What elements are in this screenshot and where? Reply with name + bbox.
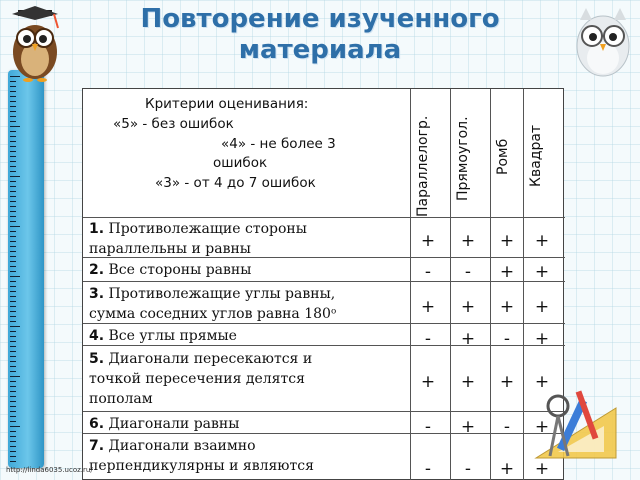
divider [450,89,451,480]
ruler-tick [10,221,16,222]
mark-cell: + [499,297,515,317]
ruler-tick [10,141,16,142]
divider [410,89,411,480]
mark-cell: + [460,329,476,349]
divider [83,411,565,412]
mark-cell: + [499,372,515,392]
ruler-tick [10,156,16,157]
ruler-tick [10,396,16,397]
ruler-tick [10,286,16,287]
ruler-tick [10,446,16,447]
ruler-tick [10,121,16,122]
ruler-tick [10,191,16,192]
ruler-tick [10,176,20,177]
ruler-tick [10,241,16,242]
mark-cell: + [534,459,550,479]
column-header-rhombus: Ромб [495,138,511,175]
ruler-icon [8,70,44,468]
mark-cell: - [424,329,432,349]
ruler-tick [10,346,16,347]
ruler-tick [10,236,16,237]
mark-cell: + [460,297,476,317]
ruler-tick [10,351,16,352]
ruler-tick [10,451,16,452]
mark-cell: - [503,329,511,349]
ruler-tick [10,261,16,262]
ruler-tick [10,196,16,197]
criteria-line: «3» - от 4 до 7 ошибок [155,175,316,191]
mark-cell: - [464,459,472,479]
mark-cell: - [424,417,432,437]
ruler-tick [10,171,16,172]
mark-cell: - [424,262,432,282]
table-row: 2. Все стороны равны [89,262,252,278]
table-row: 1. Противолежащие стороны параллельны и равны [89,221,307,257]
table-row: 6. Диагонали равны [89,416,240,432]
owl-graduate-icon [4,4,66,84]
ruler-tick [10,296,16,297]
mark-cell: + [534,417,550,437]
owl-glasses-icon [570,0,636,80]
mark-cell: + [460,417,476,437]
ruler-tick [10,116,16,117]
page-title: Повторение изученного материала [140,4,500,65]
ruler-tick [10,436,16,437]
ruler-tick [10,186,16,187]
ruler-tick [10,166,16,167]
ruler-tick [10,126,20,127]
ruler-tick [10,391,16,392]
divider [83,217,565,218]
grading-criteria [83,89,413,217]
column-header-parallelogram: Параллелогр. [415,115,431,217]
ruler-tick [10,321,16,322]
table-row: 3. Противолежащие углы равны, сумма соседних углов равна 180ᵒ [89,286,337,322]
ruler-tick [10,106,16,107]
ruler-tick [10,336,16,337]
ruler-tick [10,281,16,282]
mark-cell: + [460,372,476,392]
ruler-tick [10,111,16,112]
ruler-tick [10,211,16,212]
ruler-tick [10,401,16,402]
column-header-rectangle: Прямоугол. [455,116,471,201]
ruler-tick [10,91,16,92]
ruler-tick [10,251,16,252]
mark-cell: - [464,262,472,282]
ruler-tick [10,266,16,267]
ruler-tick [10,131,16,132]
ruler-tick [10,456,16,457]
ruler-tick [10,406,16,407]
ruler-tick [10,146,16,147]
ruler-tick [10,246,16,247]
ruler-tick [10,201,16,202]
ruler-tick [10,231,16,232]
ruler-tick [10,371,16,372]
ruler-tick [10,306,16,307]
criteria-line: «4» - не более 3 [221,136,336,152]
ruler-tick [10,206,16,207]
ruler-tick [10,96,16,97]
ruler-tick [10,341,16,342]
column-header-square: Квадрат [528,124,544,187]
mark-cell: + [499,459,515,479]
table-row: 5. Диагонали пересекаются и точкой пересечения делятся пополам [89,351,313,407]
ruler-tick [10,256,16,257]
mark-cell: + [420,372,436,392]
table-row: 7. Диагонали взаимно перпендикулярны и являются [89,438,314,474]
ruler-tick [10,361,16,362]
criteria-heading: Критерии оценивания: [145,96,309,112]
ruler-tick [10,311,16,312]
ruler-tick [10,431,16,432]
criteria-line: «5» - без ошибок [113,116,234,132]
ruler-tick [10,136,16,137]
mark-cell: + [534,372,550,392]
mark-cell: + [460,231,476,251]
mark-cell: + [534,231,550,251]
ruler-tick [10,441,16,442]
mark-cell: + [534,262,550,282]
divider [523,89,524,480]
ruler-tick [10,461,16,462]
ruler-tick [10,416,16,417]
comparison-table [82,88,564,480]
source-credit: http://linda6035.ucoz.ru/ [6,466,93,474]
ruler-tick [10,331,16,332]
ruler-tick [10,181,16,182]
mark-cell: + [499,262,515,282]
divider [490,89,491,480]
mark-cell: - [424,459,432,479]
ruler-tick [10,326,20,327]
ruler-tick [10,216,16,217]
ruler-tick [10,101,16,102]
drawing-tools-icon [528,378,624,468]
mark-cell: + [499,231,515,251]
ruler-tick [10,381,16,382]
ruler-tick [10,411,16,412]
ruler-tick [10,356,16,357]
ruler-tick [10,86,16,87]
ruler-tick [10,316,16,317]
ruler-tick [10,421,16,422]
ruler-tick [10,151,16,152]
mark-cell: + [534,297,550,317]
ruler-tick [10,301,16,302]
ruler-tick [10,366,16,367]
criteria-line: ошибок [213,155,268,171]
mark-cell: + [534,329,550,349]
ruler-tick [10,276,20,277]
ruler-tick [10,291,16,292]
ruler-tick [10,271,16,272]
table-row: 4. Все углы прямые [89,328,237,344]
ruler-tick [10,161,16,162]
ruler-tick [10,226,20,227]
ruler-tick [10,376,20,377]
mark-cell: + [420,231,436,251]
mark-cell: - [503,417,511,437]
mark-cell: + [420,297,436,317]
ruler-tick [10,426,20,427]
ruler-tick [10,386,16,387]
